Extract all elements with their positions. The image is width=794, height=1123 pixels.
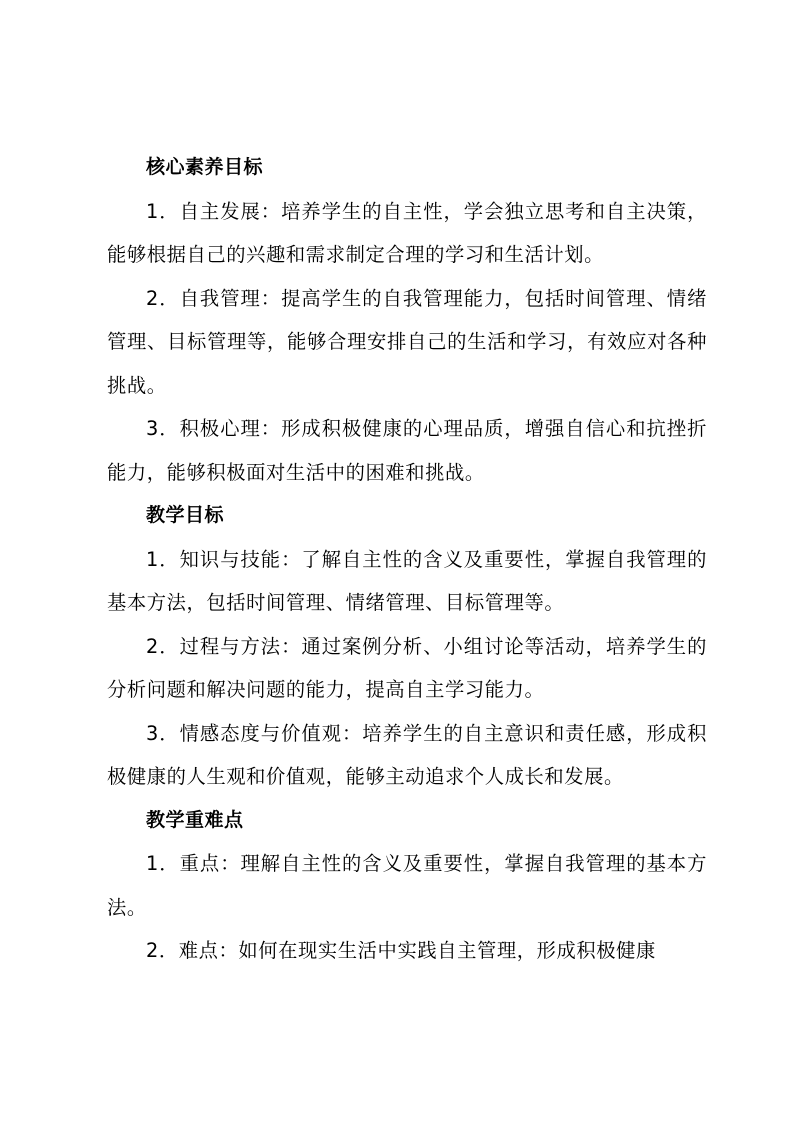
paragraph: 3．积极心理：形成积极健康的心理品质，增强自信心和抗挫折能力，能够积极面对生活中的困难和挑战。: [107, 417, 707, 484]
document-body: [107, 146, 707, 973]
section-key-difficult-points: [107, 799, 707, 973]
section-core-literacy: [107, 146, 707, 494]
paragraph: 1．知识与技能：了解自主性的含义及重要性，掌握自我管理的基本方法，包括时间管理、情绪管理、目标管理等。: [107, 547, 707, 614]
section-heading: 教学重难点: [146, 808, 244, 831]
paragraph: 3．情感态度与价值观：培养学生的自主意识和责任感，形成积极健康的人生观和价值观，能够主动追求个人成长和发展。: [107, 721, 707, 788]
paragraph: 1．重点：理解自主性的含义及重要性，掌握自我管理的基本方法。: [107, 852, 707, 919]
paragraph: 2．难点：如何在现实生活中实践自主管理，形成积极健康: [146, 939, 656, 962]
paragraph: 2．过程与方法：通过案例分析、小组讨论等活动，培养学生的分析问题和解决问题的能力，提高自主学习能力。: [107, 634, 707, 701]
section-heading: 教学目标: [146, 504, 225, 526]
paragraph: 2．自我管理：提高学生的自我管理能力，包括时间管理、情绪管理、目标管理等，能够合理安排自己的生活和学习，有效应对各种挑战。: [107, 286, 707, 397]
section-teaching-goals: [107, 494, 707, 799]
section-heading: 核心素养目标: [146, 156, 264, 178]
paragraph: 1．自主发展：培养学生的自主性，学会独立思考和自主决策，能够根据自己的兴趣和需求制定合理的学习和生活计划。: [107, 199, 707, 266]
